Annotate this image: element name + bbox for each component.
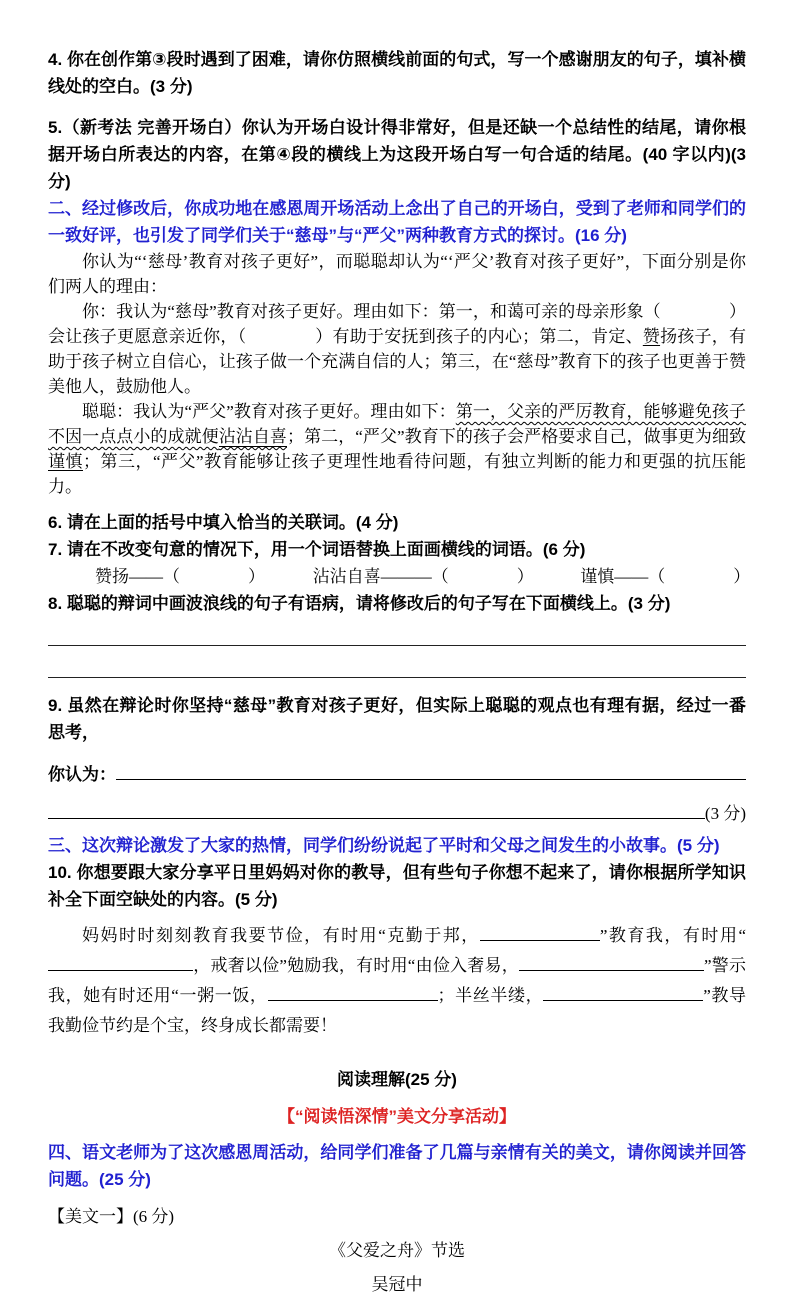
answer-line-2 [48,677,746,678]
essay-1-title: 《父爱之舟》节选 [329,1241,465,1260]
congcong-argument-text: 聪聪：我认为“严父”教育对孩子更好。理由如下： [82,402,456,421]
congcong-argument-text-3: ；第三，“严父”教育能够让孩子更理性地看待问题，有独立判断的能力和更强的抗压能力。 [48,452,747,496]
answer-blank-line [48,803,705,819]
question-9-answer-row [48,762,746,787]
question-5: 5.（新考法 完善开场白）你认为开场白设计得非常好，但是还缺一个总结性的结尾，请你根据开场白所表达的内容，在第④段的横线上为这段开场白写一句合适的结尾。(40 字以内)(3 分) [48,118,746,191]
congcong-argument-text-2: ；第二，“严父”教育下的孩子会严格要求自己，做事更为细致 [287,427,747,446]
question-9: 9. 虽然在辩论时你坚持“慈母”教育对孩子更好，但实际上聪聪的观点也有理有据，经过一番思考， [48,696,746,742]
underlined-word-jinshen: 谨慎 [48,452,83,471]
congcong-argument [48,399,746,499]
debate-intro: 你认为“‘慈母’教育对孩子更好”，而聪聪却认为“‘严父’教育对孩子更好”，下面分别是你们两人的理由： [48,252,746,296]
question-10: 10. 你想要跟大家分享平日里妈妈对你的教导，但有些句子你想不起来了，请你根据所学知识补全下面空缺处的内容。(5 分) [48,863,746,909]
you-argument-text: 你：我认为“慈母”教育对孩子更好。理由如下：第一，和蔼可亲的母亲形象（ ）会让孩子更愿意亲近你，（ ）有助于安抚到孩子的内心；第二，肯定、 [48,302,746,346]
section-2-header: 二、经过修改后，你成功地在感恩周开场活动上念出了自己的开场白，受到了老师和同学们的一致好评，也引发了同学们关于“慈母”与“严父”两种教育方式的探讨。(16 分) [48,199,746,245]
you-argument [48,299,746,399]
answer-line-1 [48,645,746,646]
question-6: 6. 请在上面的括号中填入恰当的关联词。(4 分) [48,513,399,532]
section-4-header: 四、语文老师为了这次感恩周活动，给同学们准备了几篇与亲情有关的美文，请你阅读并回答问题。(25 分) [48,1143,746,1189]
question-4: 4. 你在创作第③段时遇到了困难，请你仿照横线前面的句式，写一个感谢朋友的句子，填补横线处的空白。(3 分) [48,50,746,96]
question-9-prompt: 你认为： [48,765,116,784]
activity-title: 【“阅读悟深情”美文分享活动】 [278,1107,516,1126]
mom-quote-text-2: ”教育我，有时用“ [599,926,746,945]
underlined-word-zhanzhanzixi: 沾沾自喜 [218,427,288,446]
mom-quote-text-5: ；半丝半缕， [437,986,544,1005]
fill-in-blank [480,925,600,941]
mom-quote-text: 妈妈时时刻刻教育我要节俭，有时用“克勤于邦， [82,926,480,945]
word-item-zhanzhanzixi: 沾沾自喜———（ ） [312,567,534,586]
word-item-jinshen: 谨慎——（ ） [580,567,751,586]
essay-1-label: 【美文一】(6 分) [48,1207,175,1226]
section-3-header: 三、这次辩论激发了大家的热情，同学们纷纷说起了平时和父母之间发生的小故事。(5 分) [48,836,720,855]
you-argument-text-2: 扬孩子，有助于孩子树立自信心，让孩子做一个充满自信的人；第三，在“慈母”教育下的孩子也更善于赞美他人，鼓励他人。 [48,327,747,396]
mom-quote-text-3: ，戒奢以俭”勉励我，有时用“由俭入奢易， [193,956,519,975]
question-9-score: (3 分) [704,804,746,823]
question-7: 7. 请在不改变句意的情况下，用一个词语替换上面画横线的词语。(6 分) [48,540,586,559]
question-8: 8. 聪聪的辩词中画波浪线的句子有语病，请将修改后的句子写在下面横线上。(3 分) [48,594,671,613]
word-item-zanyang: 赞扬——（ ） [95,567,265,586]
fill-in-blank [48,955,193,971]
essay-1-author: 吴冠中 [371,1275,423,1294]
fill-in-blank [268,985,438,1001]
mom-quote-text-6: ”教导我勤俭节约是个宝，终身成长都需要！ [48,986,747,1035]
underlined-word-zan: 赞 [642,327,661,346]
word-replacement-row [48,564,751,590]
wavy-sentence-part: 第一，父亲的严厉教育，能够避免孩子不因一点点小的成就便 [48,402,747,446]
answer-blank-line [116,764,746,780]
question-9-answer-row-2 [48,801,746,826]
fill-in-blank [543,985,703,1001]
mom-teaching-paragraph [48,921,746,1041]
reading-section-title: 阅读理解(25 分) [337,1070,457,1089]
mom-quote-text-4: ”警示我，她有时还用“一粥一饭， [48,956,746,1005]
fill-in-blank [519,955,704,971]
